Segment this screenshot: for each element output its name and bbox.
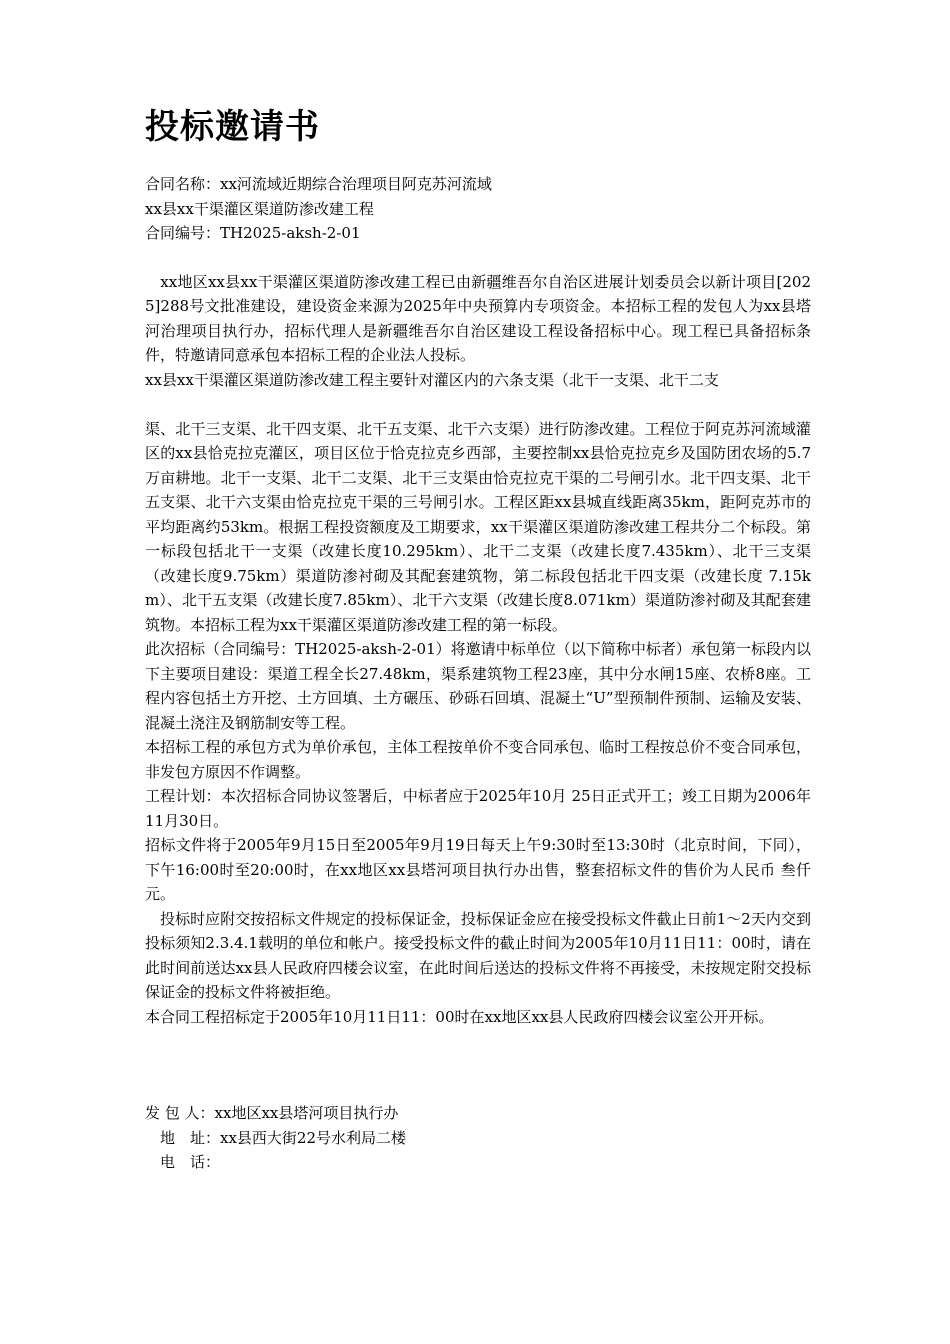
- phone-line: 电 话：: [145, 1153, 221, 1171]
- paragraph-schedule: 工程计划：本次招标合同协议签署后，中标者应于2025年10月 25日正式开工；竣工日期为2006年11月30日。: [145, 787, 811, 830]
- document-page: [145, 100, 811, 1175]
- paragraph-document-sale: 招标文件将于2005年9月15日至2005年9月19日每天上午9:30时至13:30时（北京时间，下同），下午16:00时至20:00时，在xx地区xx县塔河项目执行办出售，整套招标文件的售价为人民币 叁仟 元。: [145, 836, 811, 903]
- paragraph-approval: xx地区xx县xx干渠灌区渠道防渗改建工程已由新疆维吾尔自治区进展计划委员会以新计项目[2025]288号文批准建设，建设资金来源为2025年中央预算内专项资金。本招标工程的发包人为xx县塔河治理项目执行办，招标代理人是新疆维吾尔自治区建设工程设备招标中心。现工程已具备招标条件，特邀请同意承包本招标工程的企业法人投标。: [145, 272, 811, 364]
- spacer: [145, 392, 811, 417]
- address-line: 地 址：xx县西大街22号水利局二楼: [145, 1128, 407, 1147]
- paragraph-scope-start: xx县xx干渠灌区渠道防渗改建工程主要针对灌区内的六条支渠（北干一支渠、北干二支: [145, 370, 719, 389]
- spacer: [145, 1029, 811, 1101]
- paragraph-bid-security: 投标时应附交按招标文件规定的投标保证金，投标保证金应在接受投标文件截止日前1～2天内交到投标须知2.3.4.1载明的单位和帐户。接受投标文件的截止时间为2005年10月11日11：00时，请在此时间前送达xx县人民政府四楼会议室，在此时间后送达的投标文件将不再接受，未按规定附交投标保证金的投标文件将被拒绝。: [145, 909, 811, 1001]
- paragraph-contract-method: 本招标工程的承包方式为单价承包，主体工程按单价不变合同承包、临时工程按总价不变合同承包，非发包方原因不作调整。: [145, 738, 811, 781]
- contract-number: 合同编号：TH2025-aksh-2-01: [145, 224, 361, 242]
- spacer: [145, 246, 811, 270]
- document-title: 投标邀请书: [145, 107, 320, 147]
- contract-name-cont: xx县xx干渠灌区渠道防渗改建工程: [145, 199, 374, 218]
- paragraph-tender-content: 此次招标（合同编号：TH2025-aksh-2-01）将邀请中标单位（以下简称中标者）承包第一标段内以下主要项目建设：渠道工程全长27.48km，渠系建筑物工程23座，其中分水闸15座、农桥8座。工程内容包括土方开挖、土方回填、土方碾压、砂砾石回填、混凝土“U”型预制件预制、运输及安装、混凝土浇注及钢筋制安等工程。: [145, 640, 811, 732]
- issuer-line: 发 包 人：xx地区xx县塔河项目执行办: [145, 1104, 399, 1122]
- paragraph-bid-opening: 本合同工程招标定于2005年10月11日11：00时在xx地区xx县人民政府四楼会议室公开开标。: [145, 1007, 774, 1026]
- paragraph-scope: 渠、北干三支渠、北干四支渠、北干五支渠、北干六支渠）进行防渗改建。工程位于阿克苏河流域灌区的xx县恰克拉克灌区，项目区位于恰克拉克乡西部，主要控制xx县恰克拉克乡及国防团农场的5.7万亩耕地。北干一支渠、北干二支渠、北干三支渠由恰克拉克干渠的二号闸引水。北干四支渠、北干五支渠、北干六支渠由恰克拉克干渠的三号闸引水。工程区距xx县城直线距离35km，距阿克苏市的平均距离约53km。根据工程投资额度及工期要求，xx干渠灌区渠道防渗改建工程共分二个标段。第一标段包括北干一支渠（改建长度10.295km）、北干二支渠（改建长度7.435km）、北干三支渠（改建长度9.75km）渠道防渗衬砌及其配套建筑物，第二标段包括北干四支渠（改建长度 7.15km）、北干五支渠（改建长度7.85km）、北干六支渠（改建长度8.071km）渠道防渗衬砌及其配套建筑物。本招标工程为xx干渠灌区渠道防渗改建工程的第一标段。: [145, 419, 811, 634]
- contract-name: 合同名称：xx河流域近期综合治理项目阿克苏河流域: [145, 175, 492, 193]
